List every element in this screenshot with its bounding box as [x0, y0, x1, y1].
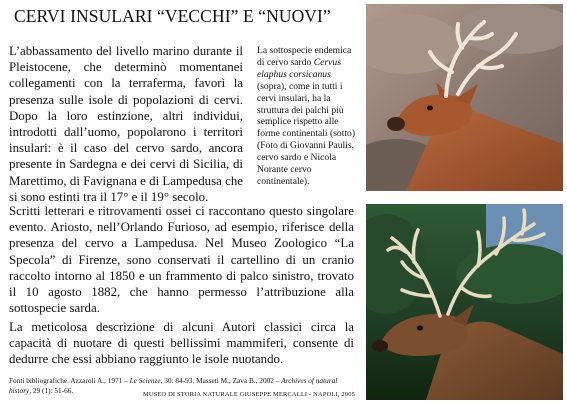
bibliography-part-3: , 29 (1): 51-66.: [29, 386, 74, 395]
bibliography-journal-1: Le Scienze: [129, 376, 161, 385]
caption-text-before: La sottospecie endemica di cervo sardo: [257, 45, 352, 68]
continental-deer-photo: [366, 204, 563, 400]
bibliography-part-1: Fonti bibliografiche. Azzaroli A., 1971 –: [9, 376, 130, 385]
paragraph-swimming: La meticolosa descrizione di alcuni Autori classici circa la capacità di nuotare di questi bellissimi mammiferi, consente di dedurre che essi abbiano raggiunto le isole nuotando.: [9, 320, 354, 367]
museum-credit: MUSEO DI STORIA NATURALE GIUSEPPE MERCALLI - NAPOLI, 2005: [142, 391, 355, 398]
bibliography-part-2: , 30: 84-93. Masseti M., Zava B., 2002 –: [160, 376, 282, 385]
sardinian-deer-photo: [366, 4, 563, 191]
paragraph-literary-sources: Scritti letterari e ritrovamenti ossei ci raccontano questo singolare evento. Ariosto, nell’Orlando Furioso, ad esempio, riferisce della presenza del cervo a Lampedusa. Nel Museo Zoologico “La Specola” di Firenze, sono conservati il cartellino di un cranio raccolto intorno al 1850 e un frammento di palco sinistro, trovato il 10 agosto 1882, che hanno permesso l’attribuzione alla sottospecie sarda.: [9, 204, 354, 316]
caption-species-name: Cervus elaphus corsicanus: [257, 56, 341, 80]
paragraph-pleistocene: L’abbassamento del livello marino durante il Pleistocene, che determinò momentanei collegamenti con la terraferma, favorì la presenza sulle isole di popolazioni di cervi. Dopo la loro estinzione, altri individui, introdotti dall’uomo, popolarono i territori insulari: è il caso del cervo sardo, ancora presente in Sardegna e dei cervi di Sicilia, di Marettimo, di Favignana e di Lampedusa che si sono estinti tra il 17° e il 19° secolo.: [9, 44, 243, 204]
page-title: CERVI INSULARI “VECCHI” E “NUOVI”: [14, 6, 331, 26]
photo-caption: [257, 45, 360, 188]
bibliography-journal-2: Archives of natural history: [9, 376, 338, 395]
caption-text-after: (sopra), come in tutti i cervi insulari, ha la struttura dei palchi più semplice rispetto alle forme continentali (sotto) (Foto di Giovanni Paulis, cervo sardo e Nicola Norante cervo continentale).: [257, 80, 356, 187]
